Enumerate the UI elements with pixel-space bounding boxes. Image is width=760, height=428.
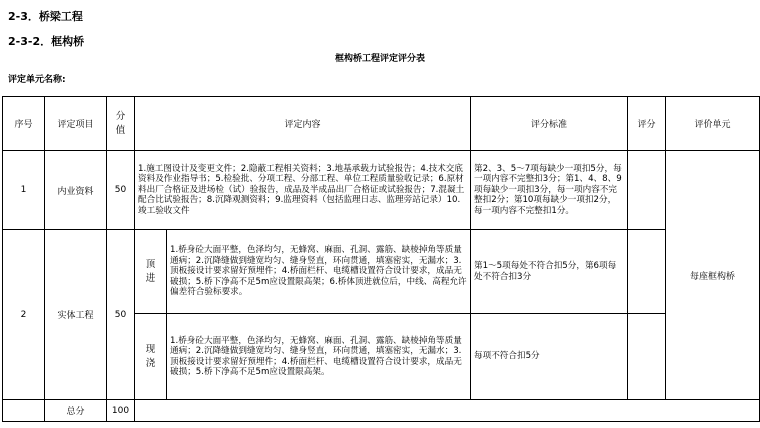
- row1-item: 内业资料: [45, 151, 107, 230]
- total-seq: [3, 400, 45, 422]
- total-value: 100: [107, 400, 135, 422]
- table-row: [3, 151, 760, 230]
- eval-unit-cell: 每座框构桥: [666, 151, 760, 400]
- row1-seq: 1: [3, 151, 45, 230]
- header-content: 评定内容: [135, 97, 471, 151]
- header-seq: 序号: [3, 97, 45, 151]
- header-standard: 评分标准: [471, 97, 628, 151]
- total-row: [3, 400, 760, 422]
- subsection-heading: 2-3-2．框构桥: [8, 35, 85, 48]
- row2-seq: 2: [3, 230, 45, 400]
- unit-name-label: 评定单元名称:: [8, 75, 66, 85]
- row2-item: 实体工程: [45, 230, 107, 400]
- cast-content: 1.桥身砼大面平整，色泽均匀，无蜂窝、麻面、孔洞、露筋、缺棱掉角等质量通病；2.沉降缝做到缝宽均匀、缝身竖直，环向贯通，填塞密实，无漏水；3.顶板接设计要求留好预埋件；4.桥面栏杆、电缆槽设置符合设计要求，成品无破损；5.桥下净高不足5m应设置限高架。: [167, 314, 471, 400]
- jacking-content: 1.桥身砼大面平整，色泽均匀，无蜂窝、麻面、孔洞、露筋、缺棱掉角等质量通病；2.沉降缝做到缝宽均匀、缝身竖直，环向贯通，填塞密实，无漏水；3.顶板接设计要求留好预埋件；4.桥面栏杆、电缆槽设置符合设计要求，成品无破损；5.桥下净高不足5m应设置限高架；6.桥体顶进就位后，中线、高程允许偏差符合验标要求。: [167, 230, 471, 314]
- row1-score: 50: [107, 151, 135, 230]
- section-heading: 2-3．桥梁工程: [8, 10, 83, 23]
- row2-score: 50: [107, 230, 135, 400]
- table-title: 框构桥工程评定评分表: [334, 54, 425, 64]
- cast-standard: 每项不符合扣5分: [471, 314, 628, 400]
- table-header-row: [3, 97, 760, 151]
- header-score: 分值: [107, 97, 135, 151]
- header-points: 评分: [628, 97, 666, 151]
- header-unit: 评价单元: [666, 97, 760, 151]
- jacking-standard: 第1～5项每处不符合扣5分，第6项每处不符合扣3分: [471, 230, 628, 314]
- jacking-points: [628, 230, 666, 314]
- row1-content: 1.施工图设计及变更文件；2.隐蔽工程相关资料；3.地基承载力试验报告；4.技术交底资料及作业指导书；5.检验批、分项工程、分部工程、单位工程质量验收记录；6.原材料出厂合格证及进场检（试）验报告，成品及半成品出厂合格证或试验报告；7.混凝土配合比试验报告；8.沉降观测资料；9.监理资料（包括监理日志、监理旁站记录）10.竣工验收文件: [135, 151, 471, 230]
- row1-points: [628, 151, 666, 230]
- row1-standard: 第2、3、5～7项每缺少一项扣5分，每一项内容不完整扣3分；第1、4、8、9项每缺少一项扣3分，每一项内容不完整扣2分；第10项每缺少一项扣2分，每一项内容不完整扣1分。: [471, 151, 628, 230]
- cast-points: [628, 314, 666, 400]
- sub-label-jacking: 顶进: [135, 230, 167, 314]
- sub-label-cast-in-place: 现浇: [135, 314, 167, 400]
- header-item: 评定项目: [45, 97, 107, 151]
- total-label: 总分: [45, 400, 107, 422]
- evaluation-table: [2, 96, 760, 422]
- total-blank: [135, 400, 760, 422]
- table-row: [3, 230, 760, 314]
